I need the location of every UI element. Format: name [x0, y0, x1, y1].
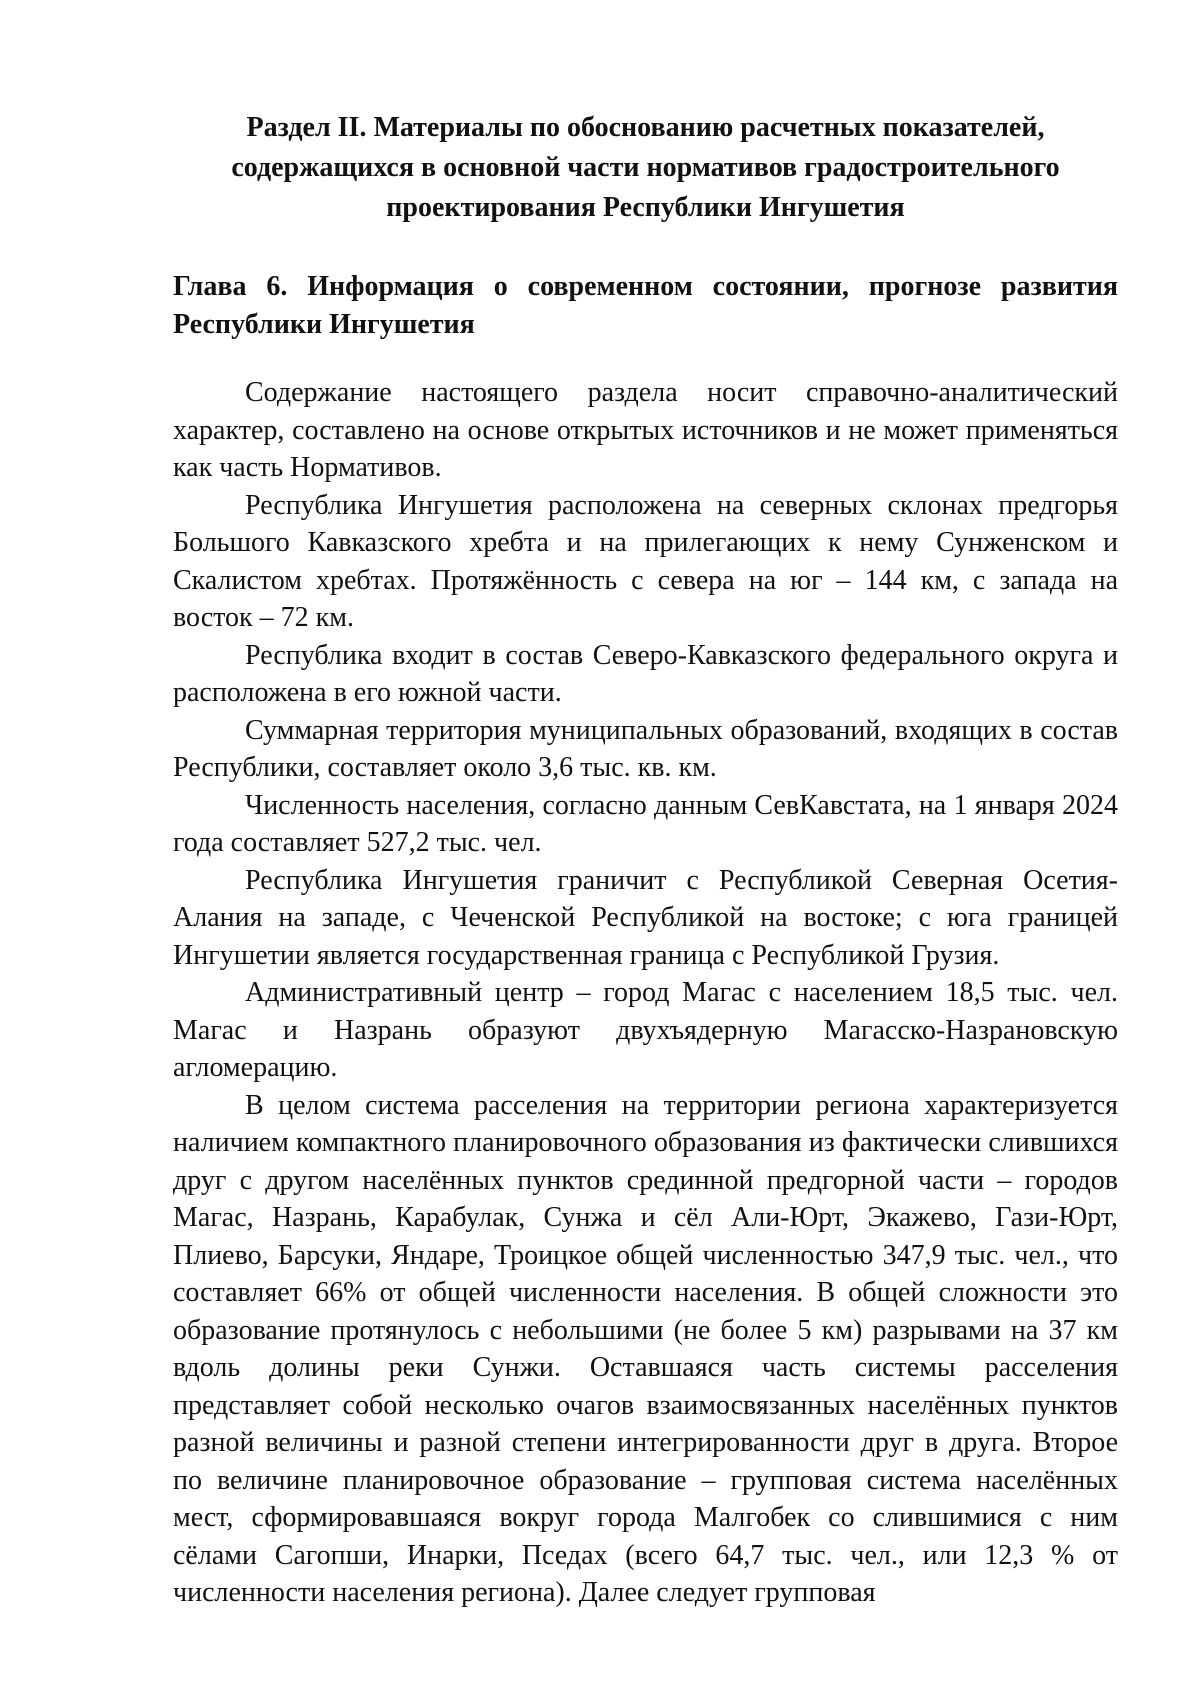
section-title	[173, 108, 1118, 228]
paragraph: Численность населения, согласно данным СевКавстата, на 1 января 2024 года составляет 527,2 тыс. чел.	[173, 789, 1118, 858]
section-title-line: Раздел II. Материалы по обоснованию расчетных показателей,	[246, 112, 1045, 143]
body-text	[173, 374, 1118, 1612]
chapter-title: Глава 6. Информация о современном состоянии, прогнозе развития Республики Ингушетия	[173, 271, 1118, 340]
paragraph: В целом система расселения на территории региона характеризуется наличием компактного планировочного образования из фактически слившихся друг с другом населённых пунктов срединной предгорной части – городов Магас, Назрань, Карабулак, Сунжа и сёл Али-Юрт, Экажево, Гази-Юрт, Плиево, Барсуки, Яндаре, Троицкое общей численностью 347,9 тыс. чел., что составляет 66% от общей численности населения. В общей сложности это образование протянулось с небольшими (не более 5 км) разрывами на 37 км вдоль долины реки Сунжи. Оставшаяся часть системы расселения представляет собой несколько очагов взаимосвязанных населённых пунктов разной величины и разной степени интегрированности друг в друга. Второе по величине планировочное образование – групповая система населённых мест, сформировавшаяся вокруг города Малгобек со слившимися с ним сёлами Сагопши, Инарки, Пседах (всего 64,7 тыс. чел., или 12,3 % от численности населения региона). Далее следует групповая	[173, 1089, 1118, 1608]
paragraph: Содержание настоящего раздела носит справочно-аналитический характер, составлено на основе открытых источников и не может применяться как часть Нормативов.	[173, 377, 1118, 483]
paragraph: Республика входит в состав Северо-Кавказского федерального округа и расположена в его южной части.	[173, 639, 1118, 708]
paragraph: Административный центр – город Магас с населением 18,5 тыс. чел. Магас и Назрань образуют двухъядерную Магасско-Назрановскую агломерацию.	[173, 977, 1118, 1083]
paragraph: Республика Ингушетия расположена на северных склонах предгорья Большого Кавказского хребта и на прилегающих к нему Сунженском и Скалистом хребтах. Протяжённость с севера на юг – 144 км, с запада на восток – 72 км.	[173, 489, 1118, 633]
section-title-line: проектирования Республики Ингушетия	[386, 192, 905, 223]
paragraph: Суммарная территория муниципальных образований, входящих в состав Республики, составляет около 3,6 тыс. кв. км.	[173, 714, 1118, 783]
section-title-line: содержащихся в основной части нормативов градостроительного	[231, 152, 1060, 183]
document-page	[173, 108, 1118, 1612]
paragraph: Республика Ингушетия граничит с Республикой Северная Осетия-Алания на западе, с Чеченской Республикой на востоке; с юга границей Ингушетии является государственная граница с Республикой Грузия.	[173, 864, 1118, 971]
